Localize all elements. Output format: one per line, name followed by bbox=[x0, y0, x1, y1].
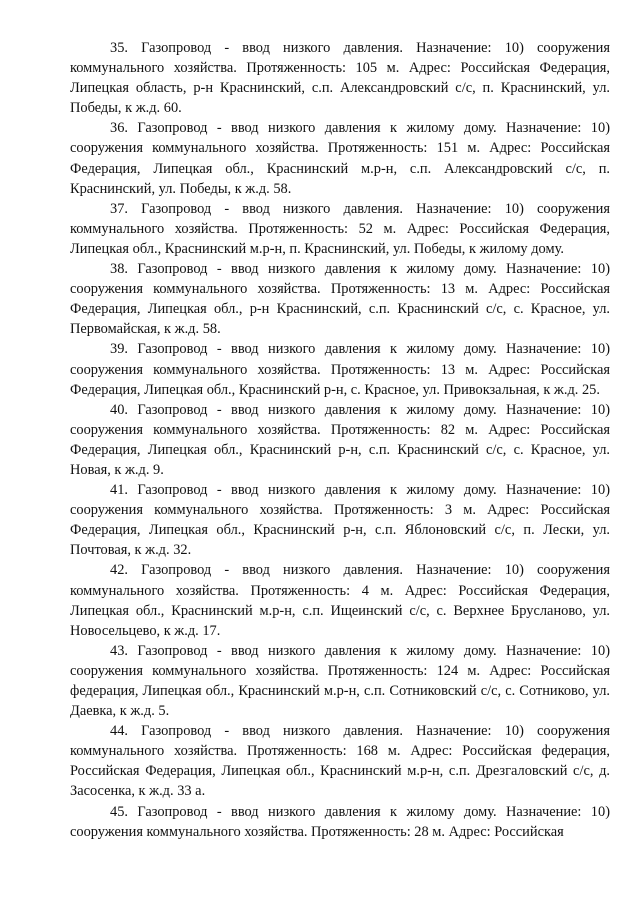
list-item: 37. Газопровод - ввод низкого давления. Назначение: 10) сооружения коммунального хозяйства. Протяженность: 52 м. Адрес: Российская Федерация, Липецкая обл., Краснинский м.р-н, п. Краснинский, ул. Победы, к жилому дому. bbox=[70, 200, 610, 257]
list-item: 36. Газопровод - ввод низкого давления к жилому дому. Назначение: 10) сооружения коммунального хозяйства. Протяженность: 151 м. Адрес: Российская Федерация, Липецкая обл., Краснинский м.р-н, с.п. Александровский с/с, п. Краснинский, ул. Победы, к ж.д. 58. bbox=[70, 120, 610, 197]
list-item: 39. Газопровод - ввод низкого давления к жилому дому. Назначение: 10) сооружения коммунального хозяйства. Протяженность: 13 м. Адрес: Российская Федерация, Липецкая обл., Краснинский р-н, с. Красное, ул. Привокзальная, к ж.д. 25. bbox=[70, 341, 610, 398]
list-item: 38. Газопровод - ввод низкого давления к жилому дому. Назначение: 10) сооружения коммунального хозяйства. Протяженность: 13 м. Адрес: Российская Федерация, Липецкая обл., р-н Краснинский, с.п. Краснинский с/с, с. Красное, ул. Первомайская, к ж.д. 58. bbox=[70, 261, 610, 338]
list-item: 43. Газопровод - ввод низкого давления к жилому дому. Назначение: 10) сооружения коммунального хозяйства. Протяженность: 124 м. Адрес: Российская федерация, Липецкая обл., Краснинский м.р-н, с.п. Сотниковский с/с, с. Сотниково, ул. Даевка, к ж.д. 5. bbox=[70, 642, 610, 720]
list-item: 42. Газопровод - ввод низкого давления. Назначение: 10) сооружения коммунального хозяйства. Протяженность: 4 м. Адрес: Российская Федерация, Липецкая обл., Краснинский м.р-н, с.п. Ищеинский с/с, с. Верхнее Брусланово, ул. Новосельцево, к ж.д. 17. bbox=[70, 562, 610, 639]
list-item: 45. Газопровод - ввод низкого давления к жилому дому. Назначение: 10) сооружения коммунального хозяйства. Протяженность: 28 м. Адрес: Российская bbox=[70, 803, 610, 840]
list-item: 40. Газопровод - ввод низкого давления к жилому дому. Назначение: 10) сооружения коммунального хозяйства. Протяженность: 82 м. Адрес: Российская Федерация, Липецкая обл., Краснинский р-н, с.п. Краснинский с/с, с. Красное, ул. Новая, к ж.д. 9. bbox=[70, 401, 610, 478]
list-item: 41. Газопровод - ввод низкого давления к жилому дому. Назначение: 10) сооружения коммунального хозяйства. Протяженность: 3 м. Адрес: Российская Федерация, Липецкая обл., Краснинский р-н, с.п. Яблоновский с/с, п. Лески, ул. Почтовая, к ж.д. 32. bbox=[70, 482, 610, 559]
document-page bbox=[70, 38, 610, 842]
list-item: 44. Газопровод - ввод низкого давления. Назначение: 10) сооружения коммунального хозяйства. Протяженность: 168 м. Адрес: Российская федерация, Российская Федерация, Липецкая обл., Краснинский м.р-н, с.п. Дрезгаловский с/с, д. Засосенка, к ж.д. 33 а. bbox=[70, 723, 610, 800]
list-item: 35. Газопровод - ввод низкого давления. Назначение: 10) сооружения коммунального хозяйства. Протяженность: 105 м. Адрес: Российская Федерация, Липецкая область, р-н Краснинский, с.п. Александровский с/с, п. Краснинский, ул. Победы, к ж.д. 60. bbox=[70, 40, 610, 117]
